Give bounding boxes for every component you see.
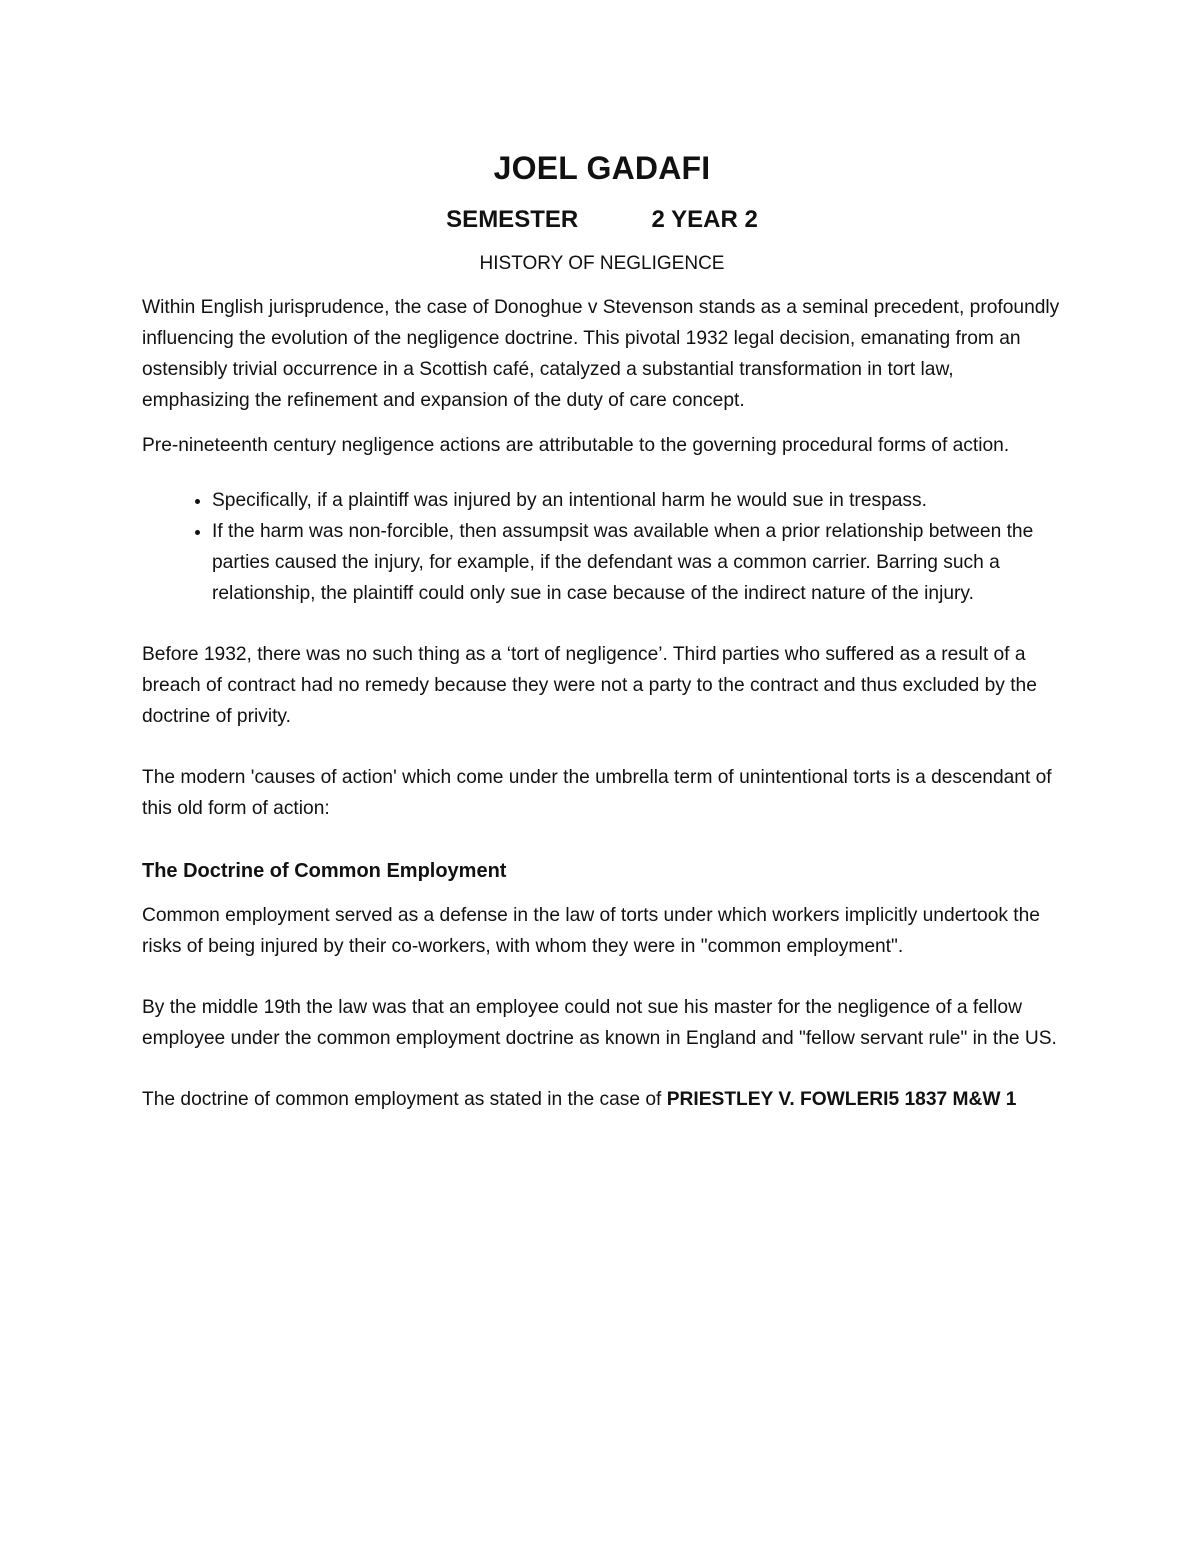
bullet-item-trespass: • Specifically, if a plaintiff was injured by an intentional harm he would sue in trespass. [212,485,1062,516]
paragraph-donoghue: Within English jurisprudence, the case of Donoghue v Stevenson stands as a seminal precedent, profoundly influencing the evolution of the negligence doctrine. This pivotal 1932 legal decision, emanating from an ostensibly trivial occurrence in a Scottish café, catalyzed a substantial transformation in tort law, emphasizing the refinement and expansion of the duty of care concept. [142,297,1060,411]
document-title: JOEL GADAFI [493,150,711,186]
paragraph-before-1932: Before 1932, there was no such thing as a ‘tort of negligence’. Third parties who suffered as a result of a breach of contract had no remedy because they were not a party to the contract and thus excluded by the doctrine of privity. [142,644,1037,727]
paragraph-forms-of-action: Pre-nineteenth century negligence actions are attributable to the governing procedural forms of action. [142,435,1010,456]
subheading-common-employment: The Doctrine of Common Employment [142,860,507,882]
paragraph-modern-causes: The modern 'causes of action' which come under the umbrella term of unintentional torts is a descendant of this old form of action: [142,767,1052,819]
semester-year-line: SEMESTER 2 YEAR 2 [446,206,758,233]
document-body [142,148,1062,1129]
paragraph-middle-19th: By the middle 19th the law was that an employee could not sue his master for the negligence of a fellow employee under the common employment doctrine as known in England and "fellow servant rule" in the US. [142,997,1057,1049]
priestley-case-citation: PRIESTLEY V. FOWLERI5 1837 M&W 1 [666,1089,1017,1110]
priestley-lead-text: The doctrine of common employment as stated in the case of [142,1089,667,1110]
paragraph-common-employment-defense: Common employment served as a defense in the law of torts under which workers implicitly undertook the risks of being injured by their co-workers, with whom they were in "common employment". [142,905,1040,957]
paragraph-priestley [142,1084,1062,1115]
section-heading-history: HISTORY OF NEGLIGENCE [479,253,725,274]
bullet-list [142,485,1062,609]
bullet-item-assumpsit: • If the harm was non-forcible, then assumpsit was available when a prior relationship between the parties caused the injury, for example, if the defendant was a common carrier. Barring such a relationship, the plaintiff could only sue in case because of the indirect nature of the injury. [212,516,1062,609]
